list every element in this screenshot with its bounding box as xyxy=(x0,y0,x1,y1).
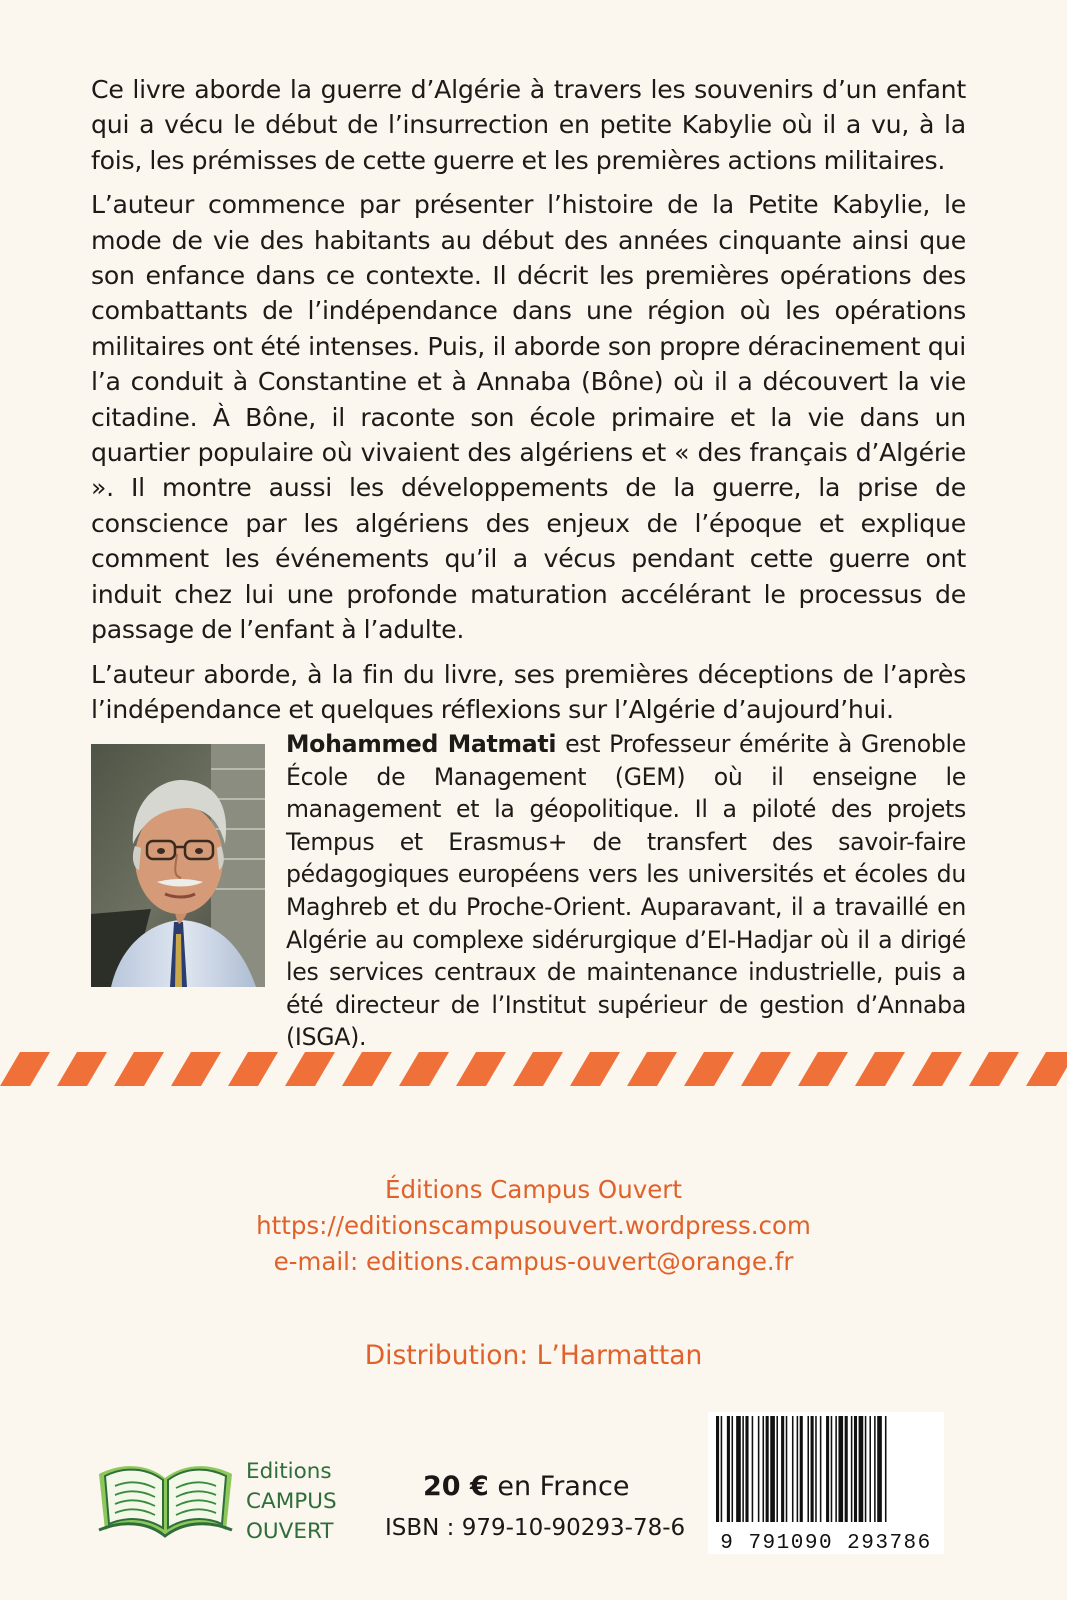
logo-line-campus: CAMPUS xyxy=(246,1489,337,1514)
barcode-bar xyxy=(877,1416,882,1522)
barcode-bar xyxy=(807,1416,809,1522)
barcode-bar xyxy=(874,1416,876,1522)
barcode-bar xyxy=(800,1416,803,1522)
barcode-bar xyxy=(885,1416,887,1522)
author-name: Mohammed Matmati xyxy=(286,730,557,758)
barcode-bar xyxy=(776,1416,778,1522)
barcode-bar xyxy=(758,1416,760,1522)
synopsis xyxy=(91,72,966,736)
synopsis-paragraph-3: L’auteur aborde, à la fin du livre, ses premières déceptions de l’après l’indépendance et quelques réflexions sur l’Algérie d’aujourd’hui. xyxy=(91,659,966,724)
barcode-bar xyxy=(770,1416,775,1522)
publisher-logo-text xyxy=(246,1457,337,1547)
barcode-bar xyxy=(845,1416,848,1522)
synopsis-paragraph-1: Ce livre aborde la guerre d’Algérie à travers les souvenirs d’un enfant qui a vécu le début de l’insurrection en petite Kabylie où il a vu, à la fois, les prémisses de cette guerre et les premières actions militaires. xyxy=(91,75,966,175)
barcode-bar xyxy=(811,1416,814,1522)
logo-line-ouvert: OUVERT xyxy=(246,1519,334,1544)
barcode-bar xyxy=(854,1416,857,1522)
orange-stripe-band xyxy=(0,1052,1067,1086)
barcode-bar xyxy=(835,1416,837,1522)
synopsis-paragraph-2: L’auteur commence par présenter l’histoire de la Petite Kabylie, le mode de vie des habitants au début des années cinquante ainsi que son enfance dans ce contexte. Il décrit les premières opérations des combattants de l’indépendance dans une région où les opérations militaires ont été intenses. Puis, il aborde son propre déracinement qui l’a conduit à Constantine et à Annaba (Bône) où il a découvert la vie citadine. À Bône, il raconte son école primaire et la vie dans un quartier populaire où vivaient des algériens et « des français d’Algérie ». Il montre aussi les développements de la guerre, la prise de conscience par les algériens des enjeux de l’époque et explique comment les événements qu’il a vécus pendant cette guerre ont induit chez lui une profonde maturation accélérant le processus de passage de l’enfant à l’adulte. xyxy=(91,190,966,645)
barcode-bar xyxy=(745,1416,748,1522)
barcode-bar xyxy=(727,1416,730,1522)
barcode-bar xyxy=(716,1416,719,1522)
barcode-bar xyxy=(752,1416,754,1522)
publisher-email[interactable]: e-mail: editions.campus-ouvert@orange.fr xyxy=(273,1247,794,1276)
open-book-icon xyxy=(93,1452,238,1542)
price-suffix: en France xyxy=(488,1471,630,1502)
publisher-info xyxy=(0,1172,1067,1280)
barcode-bar xyxy=(766,1416,769,1522)
author-photo xyxy=(91,744,265,987)
barcode-bar xyxy=(721,1416,723,1522)
barcode-bar xyxy=(732,1416,734,1522)
author-bio xyxy=(286,728,966,1054)
barcode-bar xyxy=(820,1416,822,1522)
barcode-bar xyxy=(781,1416,784,1522)
barcode-bar xyxy=(851,1416,853,1522)
logo-line-editions: Editions xyxy=(246,1459,332,1484)
barcode xyxy=(708,1412,944,1554)
barcode-bar xyxy=(859,1416,864,1522)
price xyxy=(423,1469,629,1505)
price-amount: 20 € xyxy=(423,1471,489,1502)
barcode-bar xyxy=(869,1416,871,1522)
barcode-bar xyxy=(786,1416,788,1522)
isbn: ISBN : 979-10-90293-78-6 xyxy=(385,1515,686,1541)
publisher-name: Éditions Campus Ouvert xyxy=(384,1175,682,1204)
barcode-bar xyxy=(797,1416,799,1522)
barcode-bar xyxy=(838,1416,843,1522)
barcode-bar xyxy=(815,1416,817,1522)
publisher-website[interactable]: https://editionscampusouvert.wordpress.com xyxy=(256,1211,811,1240)
distribution: Distribution: L’Harmattan xyxy=(364,1340,703,1371)
barcode-bar xyxy=(736,1416,741,1522)
author-bio-text: est Professeur émérite à Grenoble École de Management (GEM) où il enseigne le management et la géopolitique. Il a piloté des projets Tempus et Erasmus+ de transfert des savoir-faire pédagogiques européens vers les universités et écoles du Maghreb et du Proche-Orient. Auparavant, il a travaillé en Algérie au complexe sidérurgique d’El-Hadjar où il a dirigé les services centraux de maintenance industrielle, puis a été directeur de l’Institut supérieur de gestion d’Annaba (ISGA). xyxy=(286,730,966,1052)
barcode-bar xyxy=(831,1416,833,1522)
barcode-bar xyxy=(865,1416,867,1522)
barcode-bar xyxy=(763,1416,765,1522)
barcode-bar xyxy=(742,1416,744,1522)
barcode-digits: 9 791090 293786 xyxy=(720,1532,932,1554)
barcode-bar xyxy=(826,1416,829,1522)
barcode-bar xyxy=(792,1416,794,1522)
